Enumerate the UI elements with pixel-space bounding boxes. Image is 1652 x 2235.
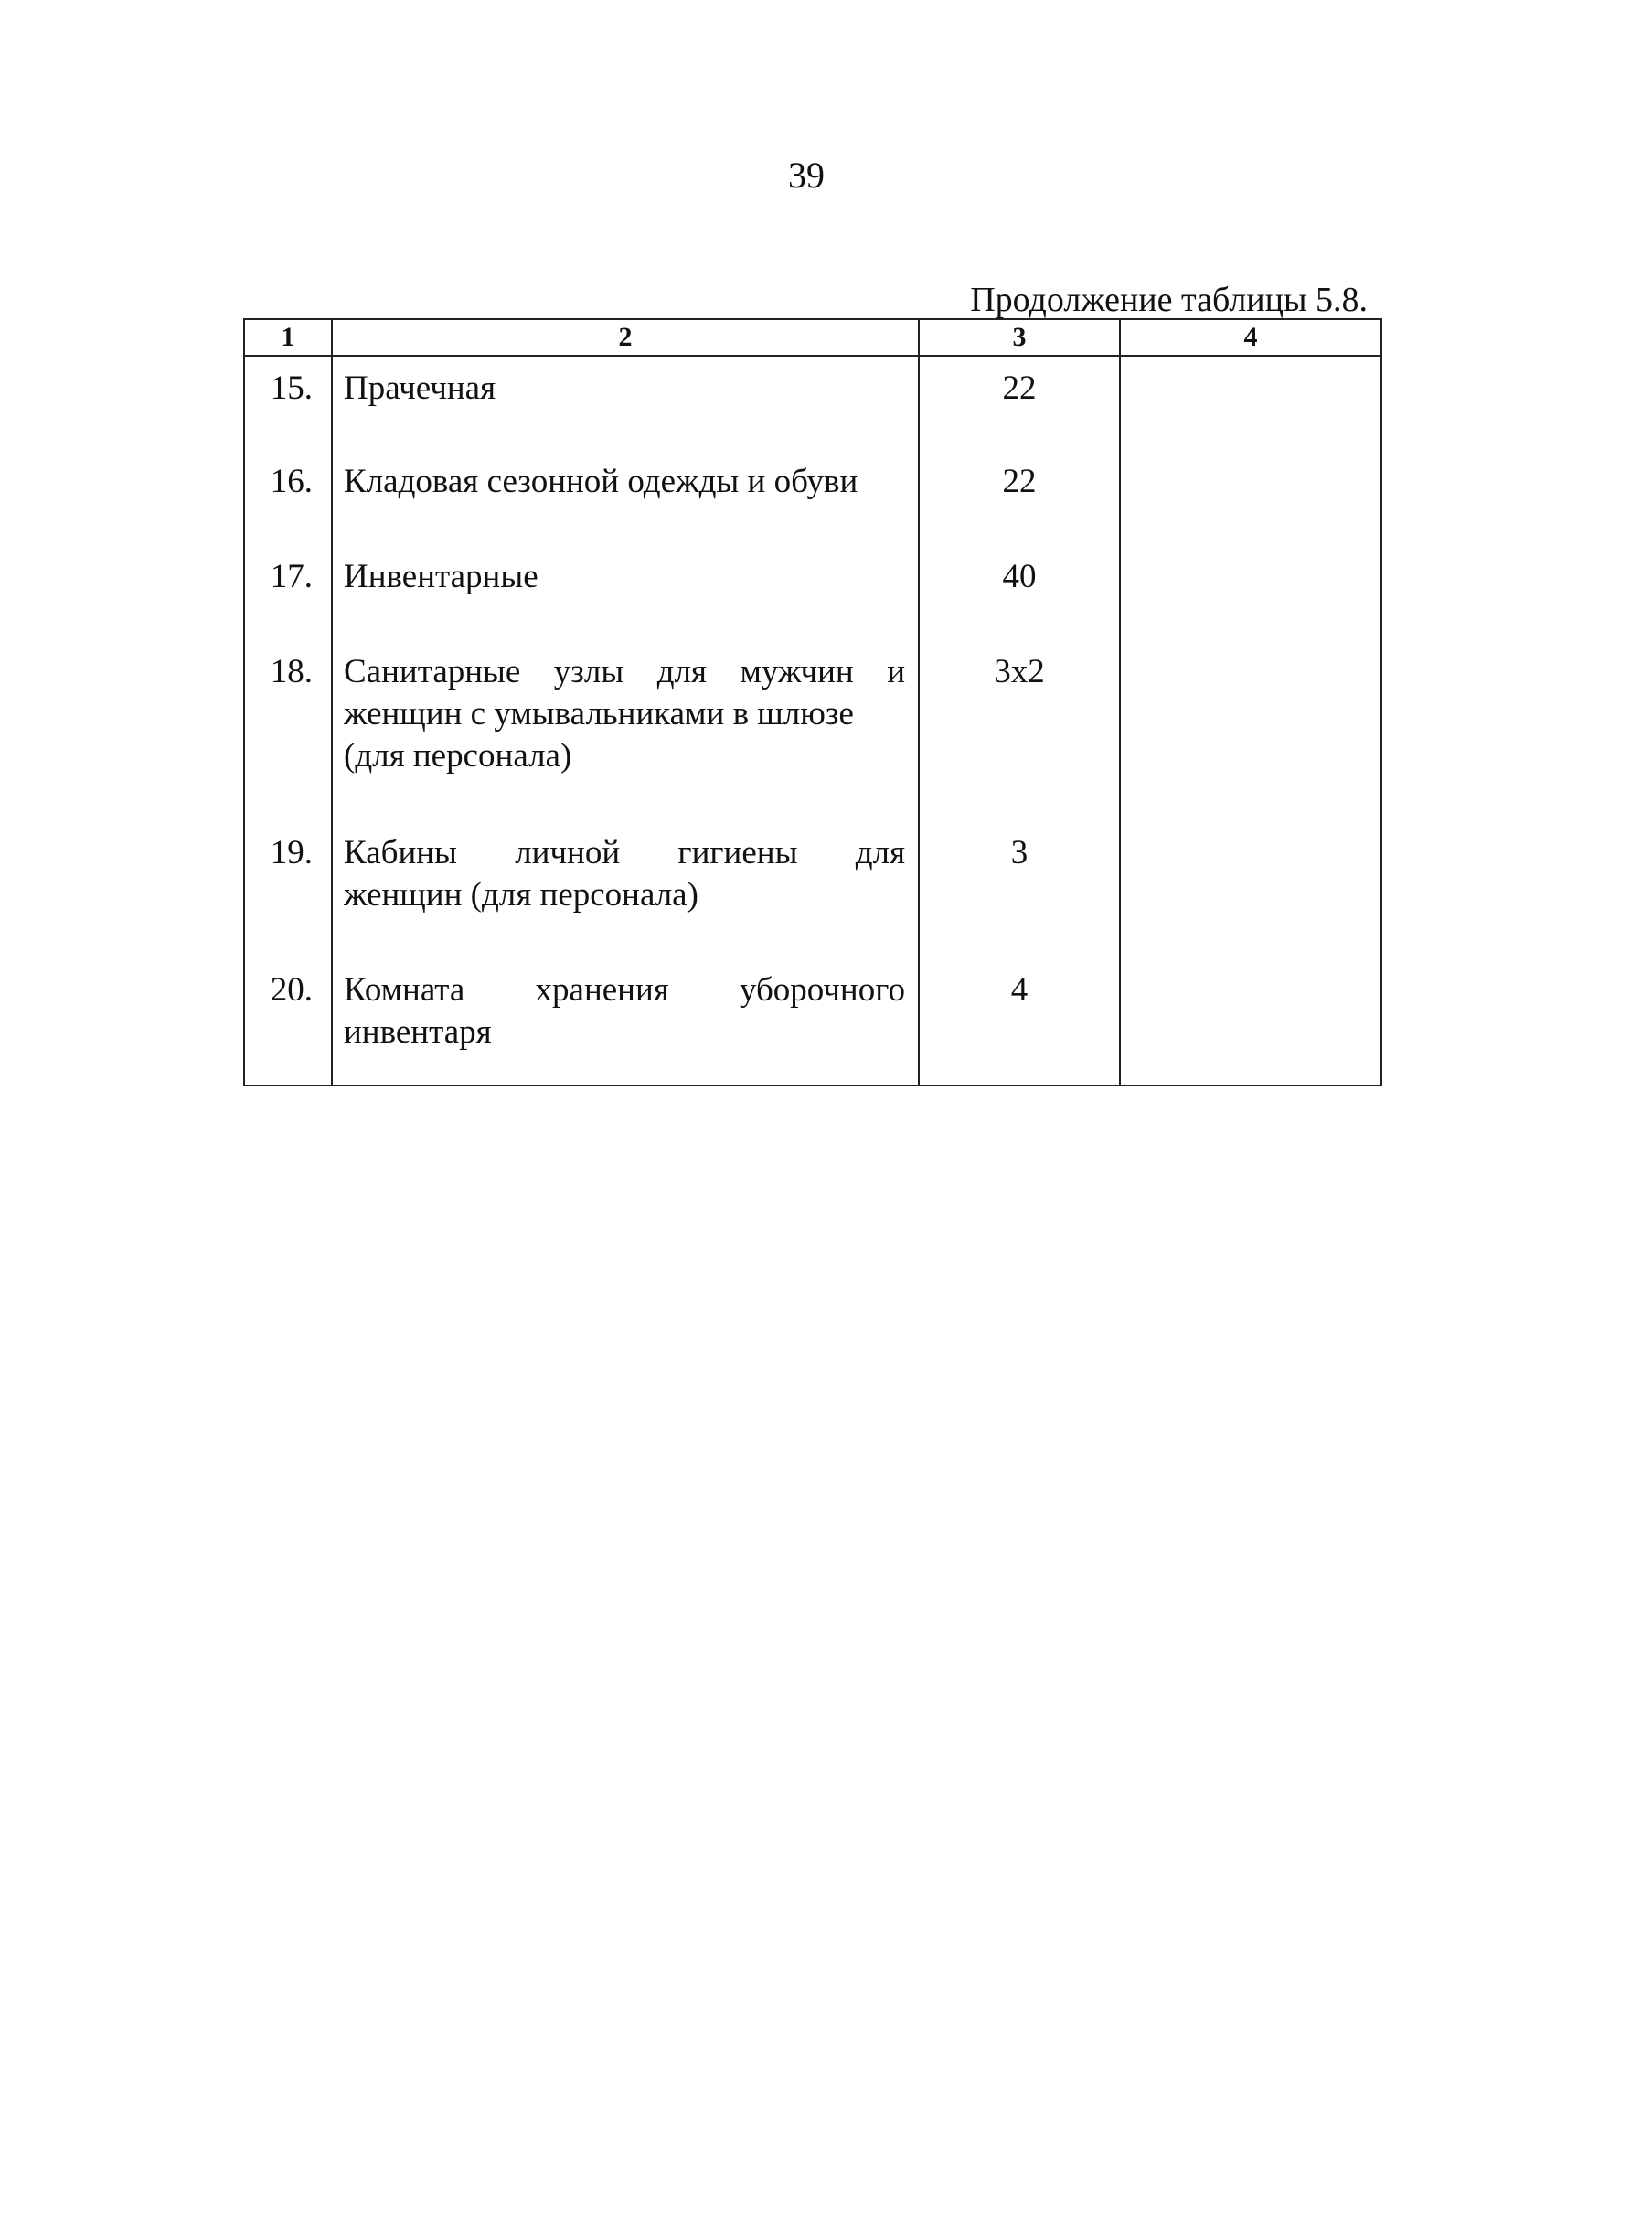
row-col4 <box>1120 640 1381 821</box>
row-name-line: Инвентарные <box>344 558 538 595</box>
row-col4 <box>1120 821 1381 958</box>
row-name <box>332 545 919 640</box>
row-col4 <box>1120 958 1381 1085</box>
row-value: 22 <box>919 450 1120 545</box>
row-name-line: Кладовая сезонной одежды и обуви <box>344 463 858 500</box>
row-name <box>332 356 919 450</box>
table-row <box>244 640 1381 821</box>
table-header-row <box>244 319 1381 356</box>
row-number: 15. <box>244 356 332 450</box>
row-name-line: женщин (для персонала) <box>344 876 698 914</box>
row-name-line: Комната хранения уборочного <box>344 971 905 1009</box>
row-value: 40 <box>919 545 1120 640</box>
header-col-4: 4 <box>1120 319 1381 356</box>
row-name <box>332 958 919 1085</box>
row-name-line: (для персонала) <box>344 737 572 775</box>
table-row <box>244 545 1381 640</box>
row-col4 <box>1120 545 1381 640</box>
page-number: 39 <box>788 155 825 196</box>
row-name <box>332 821 919 958</box>
row-col4 <box>1120 356 1381 450</box>
row-name-line: Санитарные узлы для мужчин и <box>344 653 905 690</box>
row-value: 22 <box>919 356 1120 450</box>
row-number: 17. <box>244 545 332 640</box>
row-col4 <box>1120 450 1381 545</box>
row-name <box>332 640 919 821</box>
row-number: 18. <box>244 640 332 821</box>
row-name-line: инвентаря <box>344 1013 492 1051</box>
row-value: 3 <box>919 821 1120 958</box>
table-row <box>244 450 1381 545</box>
row-value: 4 <box>919 958 1120 1085</box>
row-name-line: Прачечная <box>344 369 496 407</box>
data-table <box>243 318 1382 1086</box>
row-name <box>332 450 919 545</box>
table-row <box>244 821 1381 958</box>
row-number: 19. <box>244 821 332 958</box>
table-row <box>244 958 1381 1085</box>
row-number: 20. <box>244 958 332 1085</box>
table-row <box>244 356 1381 450</box>
header-col-1: 1 <box>244 319 332 356</box>
row-name-line: женщин с умывальниками в шлюзе <box>344 695 854 733</box>
row-number: 16. <box>244 450 332 545</box>
table-caption: Продолжение таблицы 5.8. <box>970 281 1368 319</box>
row-value: 3x2 <box>919 640 1120 821</box>
row-name-line: Кабины личной гигиены для <box>344 834 905 872</box>
header-col-3: 3 <box>919 319 1120 356</box>
header-col-2: 2 <box>332 319 919 356</box>
